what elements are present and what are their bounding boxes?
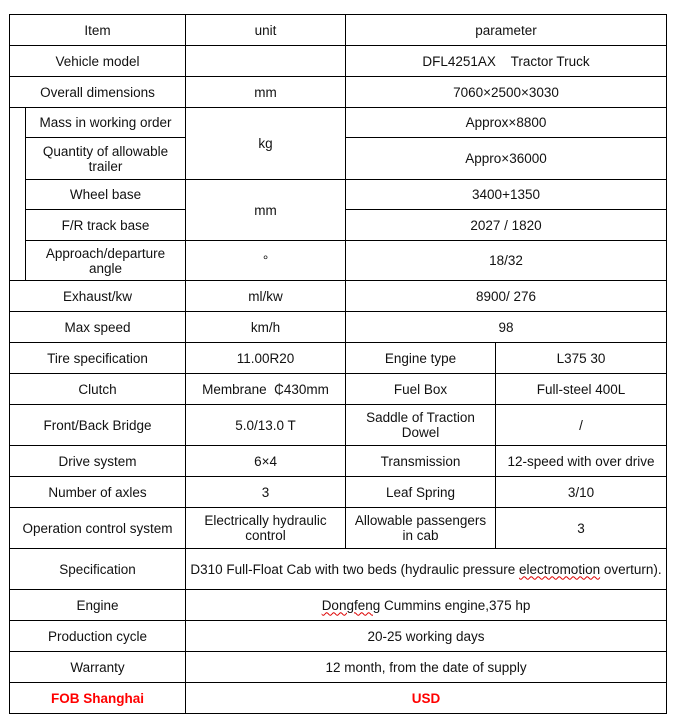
table-row [10,46,667,77]
tire-value: 11.00R20 [186,343,346,374]
passengers-label: Allowable passengers in cab [346,508,496,549]
specification-text: D310 Full-Float Cab with two beds (hydraulic pressure [190,561,520,577]
engine-flagged-word: Dongfeng [321,597,381,613]
mass-value: Approx×8800 [346,108,667,138]
mass-label: Mass in working order [26,108,186,138]
operation-label: Operation control system [10,508,186,549]
vehicle-model-value: DFL4251AX Tractor Truck [346,46,667,77]
track-base-label: F/R track base [26,210,186,241]
wheel-base-value: 3400+1350 [346,180,667,210]
table-row [10,508,667,549]
table-row [10,405,667,446]
table-row [10,549,667,590]
fuel-box-value: Full-steel 400L [496,374,667,405]
axles-value: 3 [186,477,346,508]
bridge-value: 5.0/13.0 T [186,405,346,446]
group-indent-cell [10,108,26,281]
transmission-label: Transmission [346,446,496,477]
engine-type-value: L375 30 [496,343,667,374]
table-row [10,108,667,138]
drive-system-label: Drive system [10,446,186,477]
clutch-value: Membrane ₵430mm [186,374,346,405]
engine-value [186,590,667,621]
table-row [10,241,667,281]
fob-shanghai-label: FOB Shanghai [10,683,186,714]
saddle-value: / [496,405,667,446]
axles-label: Number of axles [10,477,186,508]
engine-type-label: Engine type [346,343,496,374]
exhaust-unit: ml/kw [186,281,346,312]
overall-dimensions-label: Overall dimensions [10,77,186,108]
max-speed-value: 98 [346,312,667,343]
header-unit: unit [186,15,346,46]
approach-angle-value: 18/32 [346,241,667,281]
specification-value [186,549,667,590]
max-speed-label: Max speed [10,312,186,343]
fuel-box-label: Fuel Box [346,374,496,405]
engine-label: Engine [10,590,186,621]
header-item: Item [10,15,186,46]
table-row [10,652,667,683]
table-row [10,374,667,405]
operation-value: Electrically hydraulic control [186,508,346,549]
production-cycle-label: Production cycle [10,621,186,652]
spec-table [9,14,667,714]
engine-text: Cummins engine,375 hp [380,597,531,613]
price-row [10,683,667,714]
specification-label: Specification [10,549,186,590]
table-row [10,343,667,374]
max-speed-unit: km/h [186,312,346,343]
approach-angle-unit: ° [186,241,346,281]
bridge-label: Front/Back Bridge [10,405,186,446]
warranty-value: 12 month, from the date of supply [186,652,667,683]
mass-unit: kg [186,108,346,180]
allowable-trailer-value: Appro×36000 [346,138,667,180]
warranty-label: Warranty [10,652,186,683]
table-row [10,77,667,108]
table-row [10,446,667,477]
transmission-value: 12-speed with over drive [496,446,667,477]
allowable-trailer-label: Quantity of allowable trailer [26,138,186,180]
overall-dimensions-value: 7060×2500×3030 [346,77,667,108]
table-row [10,621,667,652]
overall-dimensions-unit: mm [186,77,346,108]
header-row [10,15,667,46]
header-parameter: parameter [346,15,667,46]
price-currency: USD [186,683,667,714]
exhaust-value: 8900/ 276 [346,281,667,312]
specification-text-end: overturn). [600,561,662,577]
leaf-spring-value: 3/10 [496,477,667,508]
production-cycle-value: 20-25 working days [186,621,667,652]
passengers-value: 3 [496,508,667,549]
table-row [10,312,667,343]
vehicle-model-label: Vehicle model [10,46,186,77]
table-row [10,281,667,312]
table-row [10,590,667,621]
exhaust-label: Exhaust/kw [10,281,186,312]
leaf-spring-label: Leaf Spring [346,477,496,508]
table-row [10,180,667,210]
tire-label: Tire specification [10,343,186,374]
wheel-base-label: Wheel base [26,180,186,210]
wheel-unit: mm [186,180,346,241]
drive-system-value: 6×4 [186,446,346,477]
clutch-label: Clutch [10,374,186,405]
table-row [10,477,667,508]
vehicle-model-unit [186,46,346,77]
track-base-value: 2027 / 1820 [346,210,667,241]
saddle-label: Saddle of Traction Dowel [346,405,496,446]
specification-flagged-word: electromotion [519,561,601,577]
approach-angle-label: Approach/departure angle [26,241,186,281]
